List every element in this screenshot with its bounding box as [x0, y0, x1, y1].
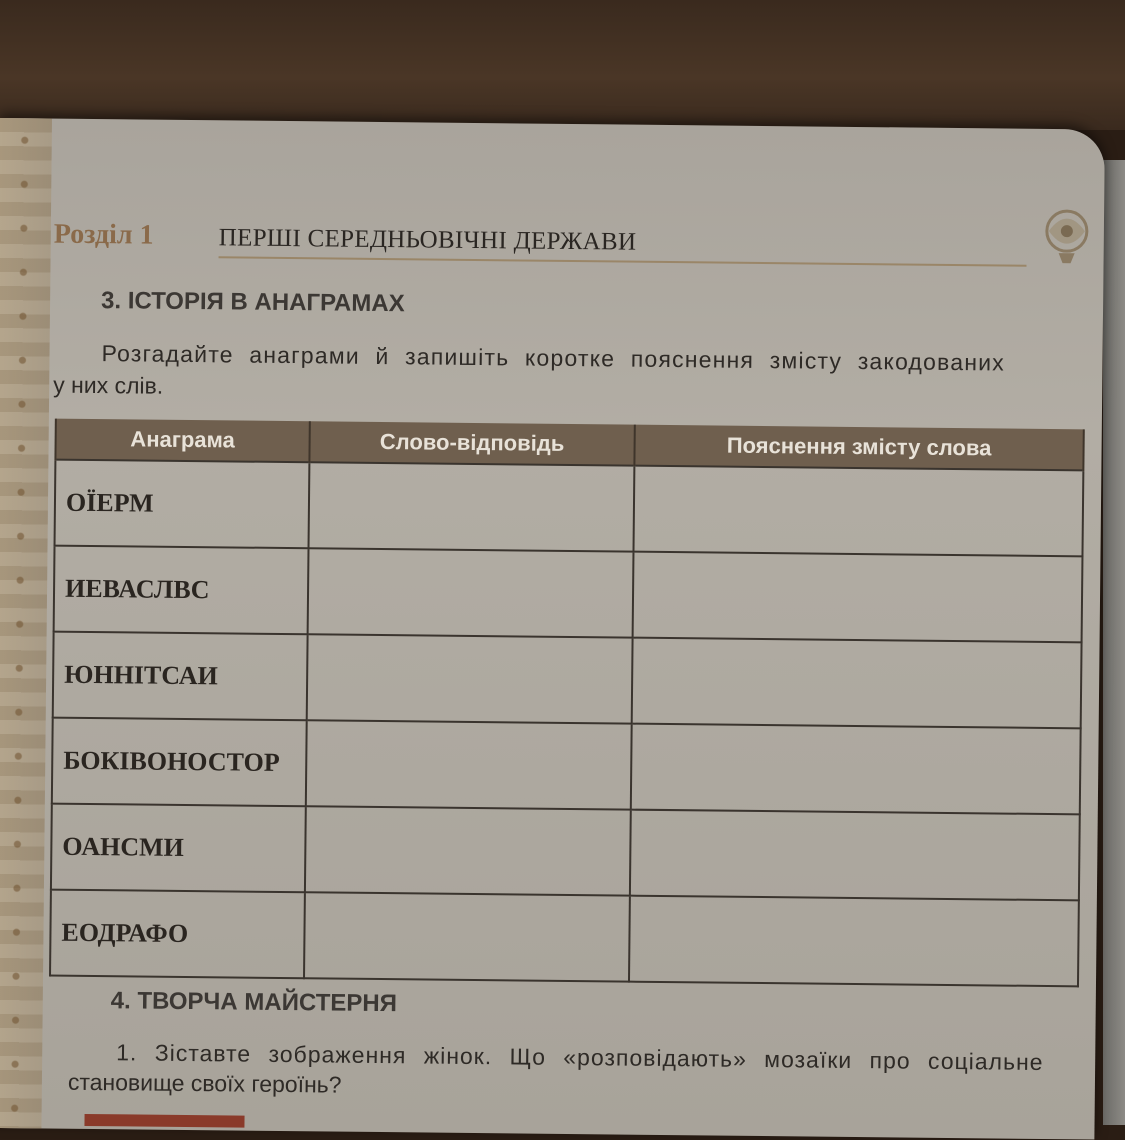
- anagram-cell: БОКІВОНОСТОР: [52, 718, 307, 807]
- answer-cell[interactable]: [308, 548, 634, 637]
- anagram-cell: ОЇЕРМ: [55, 460, 310, 549]
- table-row: [50, 890, 1079, 987]
- explanation-cell[interactable]: [631, 724, 1081, 815]
- anagram-cell: ОАНСМИ: [51, 804, 306, 893]
- chapter-title: ПЕРШІ СЕРЕДНЬОВІЧНІ ДЕРЖАВИ: [218, 224, 637, 256]
- instruction-line: Розгадайте анаграми й запишіть коротке пояснення змісту закодованих: [101, 340, 1006, 376]
- answer-cell[interactable]: [307, 634, 633, 723]
- table-row: [54, 546, 1083, 643]
- answer-cell[interactable]: [306, 720, 632, 809]
- anagram-cell: ЮННІТСАИ: [53, 632, 308, 721]
- task-line: становище своїх героїнь?: [67, 1068, 342, 1098]
- ornament-pattern: [0, 118, 40, 1128]
- background-table-surface: [0, 0, 1125, 130]
- instructions-text: [53, 337, 1084, 412]
- answer-cell[interactable]: [305, 806, 631, 895]
- chapter-label: Розділ 1: [53, 218, 154, 251]
- table-row: [53, 632, 1082, 729]
- answer-cell[interactable]: [304, 892, 630, 981]
- instruction-line: у них слів.: [53, 371, 164, 399]
- image-edge-strip: [84, 1114, 244, 1128]
- adjacent-page-edge: [1103, 160, 1125, 1125]
- header-rule: [219, 256, 1027, 266]
- anagram-table: [49, 419, 1085, 988]
- column-header-explanation: Пояснення змісту слова: [634, 425, 1083, 471]
- explanation-cell[interactable]: [633, 466, 1083, 557]
- anagram-cell: ИЕВАСЛВС: [54, 546, 309, 635]
- ornament-border: [0, 118, 52, 1128]
- section-title: 3. ІСТОРІЯ В АНАГРАМАХ: [100, 287, 405, 318]
- explanation-cell[interactable]: [632, 638, 1082, 729]
- task-line: 1. Зіставте зображення жінок. Що «розповідають» мозаїки про соціальне: [116, 1039, 1044, 1075]
- answer-cell[interactable]: [308, 462, 634, 551]
- explanation-cell[interactable]: [630, 810, 1080, 901]
- table-row: [52, 718, 1081, 815]
- table-row: [55, 460, 1084, 557]
- anagram-cell: ЕОДРАФО: [50, 890, 305, 979]
- explanation-cell[interactable]: [629, 896, 1079, 987]
- explanation-cell[interactable]: [633, 552, 1083, 643]
- column-header-answer: Слово-відповідь: [309, 421, 634, 465]
- table-row: [51, 804, 1080, 901]
- page-header: [54, 217, 1034, 267]
- column-header-anagram: Анаграма: [55, 419, 309, 463]
- section-title: 4. ТВОРЧА МАЙСТЕРНЯ: [110, 987, 398, 1018]
- task-text: [68, 1037, 1079, 1108]
- ornament-emblem-icon: [1038, 201, 1095, 268]
- textbook-page: [0, 118, 1105, 1140]
